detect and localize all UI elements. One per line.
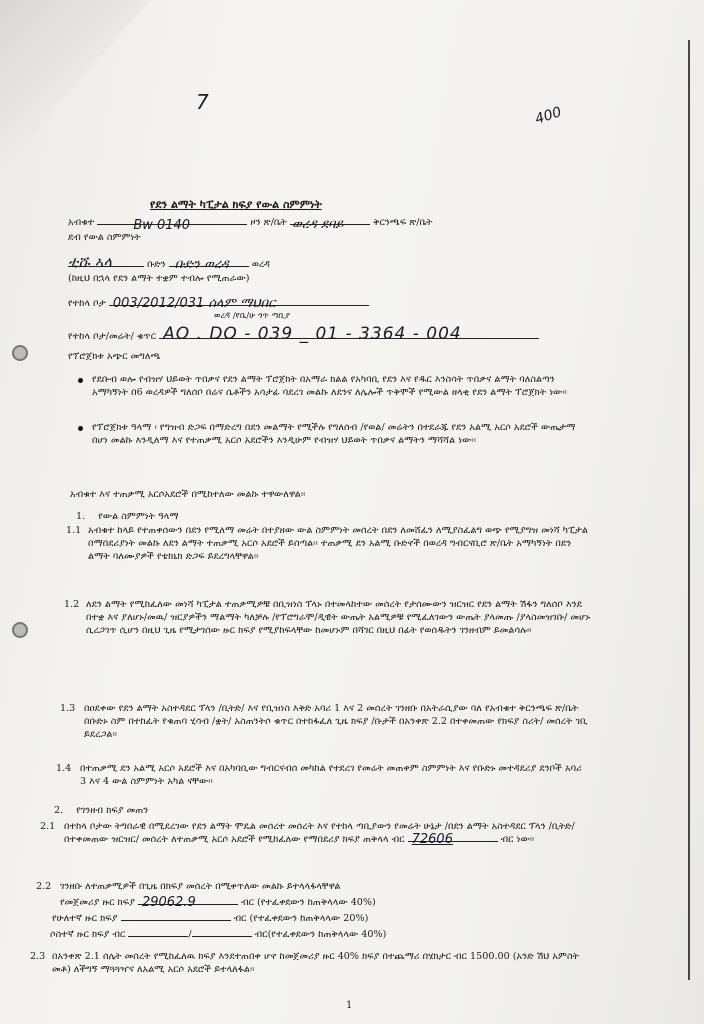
clause-text: በተከላ ቦታው ትግበራዊ በሚደረገው የደን ልማት ሞዴል መሰረተ መሰረት እና የተከላ ጣቢያውን የመሬት ሁኔታ /በደን ልማት አስተዳደር ፕላን /ቢትድ/ በተቀመጠው ዝርዝር/ መሰረት ለተጠቃሚ አርሶ አደሮች የሚከፈለው የማበደሪያ ክፍያ ጠቅላላ ብር	[64, 821, 575, 845]
clause-text: በዐደቀው የደን ልማት አስተዳደር ፕላን /ቢትድ/ እና የቢዝነስ እቅድ አባሪ 1 እና 2 መሰረት ገንዘቡ በአትራሲያው ባለ የአብቁተ ቅርንጫፍ ጽ/ቤት በቡድኑ ስም በተከፈት የቁጠባ ሂሳብ /ቋት/ አስጠንትሶ ቁጥር በተከፋፈለ ጊዜ ክፍያ /ቡታች በአንቀጽ 2.2 በተቀመጠው የክፍያ ስሪት/ መሰረት ገቢ ይደረጋል፡፡	[84, 703, 588, 740]
bullet-text: የፕሮጀክቱ ዓላማ ፡ የግዝብ ድጋፍ በማድረግ በደን መልማት የሚችሉ የግለሰብ /የወል/ መሬትን በተደራጁ የደን አልሚ አርሶ አደሮች ውጤታማ በሆነ መልኩ እንዲለማ እና የተጠቃሚ አርሶ አደሮችን እንዲሁም የብዝሃ ህይወት ጥበቃና ልማትን ማሻሻል ነው፡፡	[92, 422, 576, 446]
clause-number: 1.1	[66, 525, 82, 536]
clause-text: አብቁተ ከላይ የተጠቀሰውን በደን የሚለማ መሬት በተያዘው ውል ስምምነት መሰረት በደን ለመሸፈን ለሚያስፈልግ ወጭ የሚያግዝ መነሻ ካፒታል በማበደሪያነት መልኩ ለደን ልማት ተጠቃሚ አርሶ አደሮች ይሰጣል፡፡ ተጠቃሚ ደን አልሚ ቡድኖች በወረዳ ግብርናቢሮ ጽ/ቤት አማካኝነት በደን ልማት ባለሙያዎች የቴክኒክ ድጋፍ ይደረግላቸዋል፡፡	[88, 525, 588, 562]
page-number: 1	[346, 1000, 353, 1011]
label: አብቁተ	[68, 217, 95, 228]
label: ወረዳ	[251, 259, 270, 270]
clause-number: 1.3	[60, 703, 76, 714]
subheading: ደብ የውል ስምምነት	[68, 232, 141, 243]
clause-text: በአንቀጽ 2.1 ሰሌት መሰረት የሚከፈለዉ ክፍያ እንደተጠበቀ ሆኖ ከመጀመሪያ ዙር 40% ክፍያ በተጨማሪ በሄክታር ብር 1500.00 (አንድ ሽህ አምስት መቶ) ለችግኝ ማጓጓዣና ለአልሚ አርሶ አደሮች ይተላለፋል፡፡	[52, 951, 580, 975]
label: ቡድን	[147, 259, 166, 270]
woreda-value: ቡድን ወረዳ	[174, 257, 229, 272]
installment-note: ብር (የተፈቀደውን ከጠቅላላው 20%)	[233, 913, 369, 924]
clause-text: ብር ነው፡፡	[500, 834, 535, 845]
section-number: 2.	[54, 805, 64, 816]
installment-note: ብር (የተፈቀደውን ከጠቅላላው 40%)	[241, 897, 376, 908]
installment-note: ብር(የተፈቀደውን ከጠቅላላው 40%)	[254, 929, 387, 940]
clause-number: 2.2	[36, 881, 52, 892]
label: የተከላ ቦታ/መሬት/ ቁጥር	[68, 331, 157, 342]
page-fold	[0, 0, 150, 170]
bullet	[78, 378, 83, 383]
installment-label: ሶስተኛ ዙር ክፍያ ብር	[50, 929, 126, 940]
clause-text: ገንዘቡ ለተጠቃሚዎች በጊዜ በክፍያ መሰረት በሚቀጥለው መልኩ ይተላላፋላቸዋል	[60, 881, 341, 892]
page-edge	[688, 40, 690, 980]
top-mark: 7	[196, 90, 209, 114]
installment-label: የሁለተኛ ዙር ክፍያ	[52, 913, 118, 924]
clause-number: 2.3	[30, 951, 46, 962]
punch-hole	[12, 345, 28, 361]
group-name-value: ቲሹ ኣላ	[68, 253, 113, 271]
clause-number: 1.2	[64, 599, 80, 610]
total-amount-value: 72606	[411, 832, 453, 847]
zone-value: ወረዳ ደባይ	[292, 217, 344, 232]
project-summary-heading: የፕሮጀክቱ አጭር መግለጫ	[68, 351, 161, 362]
section-number: 1.	[76, 511, 86, 522]
bullet-text: የደቡብ ወሎ የብዝሃ ህይወት ጥበቃና የደን ልማት ፕሮጀክት በአማራ ክልል የአካባቢ የደን እና የዱር እንስሳት ጥበቃና ልማት ባለስልጣን አማካኝነት በ6 ወረዳዎች ግለሰቦ በሬና ሴቶችን አሳታፊ ባደረገ መልኩ ለደንና ለሌሎች ጥቅሞች የሚውል ዘላቂ የደን ልማት ፕሮጀክት ነው፡፡	[92, 374, 567, 398]
branch-value: Bw 0140	[133, 218, 191, 233]
site-value: 003/2012/031 ሰላም ማህበር	[112, 296, 276, 311]
bullet	[78, 426, 83, 431]
installment-label: የመጀመሪያ ዙር ክፍያ	[60, 897, 135, 908]
clause-text: በተጠቃሚ ደን አልሚ አርሶ አደሮች እና በአካባቢው ግብርናብሰ መካከል የተደረገ የመሬት መጠቀም ስምምነት እና የቡድኑ መተዳደሪያ ደንቦች አባሪ 3 እና 4 ውል ስምምነት አካል ናቸው፡፡	[80, 763, 582, 787]
clause-text: ለደን ልማት የሚከፈለው መነሻ ካፒታል ተጠቃሚዎቹ በቢዝነስ ፕላኑ በተመላከተው መሰረት የታሰሙውን ዝርዝር የደን ልማት ሽፋን ግለሰቦ እንደ በተቋ እና ያለሆኑ/መዉ/ ዝርያዎችን ማልማት ካለቻሉ /የፕሮግራሞ/ዲዊት ውጤት አልሚዎቹ የሚፈለገውን ውጤት ያላመጡ /ያላስመዝገቡ/ መሆኑ ሲረጋገጥ ሲሆን በዚህ ጊዜ የሚታገሰው ዙር ክፍያ የሚያከፍላቸው ከመሆኑም በሻገር በዚህ በፊት የወሰዱትን ገንዘብም ይመልሳሉ፡፡	[86, 599, 591, 636]
document-page: 7 400 የደን ልማት ካፒታል ክፍያ የውል ስምምነት አብቁተ Bw 0140 ዞን ጽ/ቤት ወረዳ ደባይ ቅርንጫፍ ጽ/ቤት ደብ የውል ስምምነት ቲሹ ኣላ ቡድን ቡድን ወረዳ ወረዳ (ከዚህ በኋላ የደን ልማት ተቋም ተብሎ የሚጠራው) የተከላ ቦታ 003/2012/031 ሰላም ማህበር ወረዳ /የቤ/ሁ ጎጥ ጣቢያ የተከላ ቦታ/መሬት/ ቁጥር AO . DO - 039 _ 01 - 3364 - 004 የፕሮጀክቱ አጭር መግለጫ የደቡብ ወሎ የብዝሃ ህይወት ጥበቃና የደን ልማት ፕሮጀክት በአማራ ክልል የአካባቢ የደን እና የዱር እንስሳት ጥበቃና ልማት ባለስልጣን አማካኝነት በ6 ወረዳዎች ግለሰቦ በሬና ሴቶችን አሳታፊ ባደረገ መልኩ ለደንና ለሌሎች ጥቅሞች የሚውል ዘላቂ የደን ልማት ፕሮጀክት ነው፡፡ የፕሮጀክቱ ዓላማ ፡ የግዝብ ድጋፍ በማድረግ በደን መልማት የሚችሉ የግለሰብ /የወል/ መሬትን በተደራጁ የደን አልሚ አርሶ አደሮች ውጤታማ በሆነ መልኩ እንዲለማ እና የተጠቃሚ አርሶ አደሮችን እንዲሁም የብዝሃ ህይወት ጥበቃና ልማትን ማሻሻል ነው፡፡ አብቁተ እና ተጠቃሚ አርሶአደሮች በሚከተለው መልኩ ተዋውለዋል፡፡ 1. የውል ስምምነት ዓላማ 1.1 አብቁተ ከላይ የተጠቀሰውን በደን የሚለማ መሬት በተያዘው ውል ስምምነት መሰረት በደን ለመሸፈን ለሚያስፈልግ ወጭ የሚያግዝ መነሻ ካፒታል በማበደሪያነት መልኩ ለደን ልማት ተጠቃሚ አርሶ አደሮች ይሰጣል፡፡ ተጠቃሚ ደን አልሚ ቡድኖች በወረዳ ግብርናቢሮ ጽ/ቤት አማካኝነት በደን ልማት ባለሙያዎች የቴክኒክ ድጋፍ ይደረግላቸዋል፡፡ 1.2 ለደን ልማት የሚከፈለው መነሻ ካፒታል ተጠቃሚዎቹ በቢዝነስ ፕላኑ በተመላከተው መሰረት የታሰሙውን ዝርዝር የደን ልማት ሽፋን ግለሰቦ እንደ በተቋ እና ያለሆኑ/መዉ/ ዝርያዎችን ማልማት ካለቻሉ /የፕሮግራሞ/ዲዊት ውጤት አልሚዎቹ የሚፈለገውን ውጤት ያላመጡ /ያላስመዝገቡ/ መሆኑ ሲረጋገጥ ሲሆን በዚህ ጊዜ የሚታገሰው ዙር ክፍያ የሚያከፍላቸው ከመሆኑም በሻገር በዚህ በፊት የወሰዱትን ገንዘብም ይመልሳሉ፡፡ 1.3 በዐደቀው የደን ልማት አስተዳደር ፕላን /ቢትድ/ እና የቢዝነስ እቅድ አባሪ 1 እና 2 መሰረት ገንዘቡ በአትራሲያው ባለ የአብቁተ ቅርንጫፍ ጽ/ቤት በቡድኑ ስም በተከፈት የቁጠባ ሂሳብ /ቋት/ አስጠንትሶ ቁጥር በተከፋፈለ ጊዜ ክፍያ /ቡታች በአንቀጽ 2.2 በተቀመጠው የክፍያ ስሪት/ መሰረት ገቢ ይደረጋል፡፡ 1.4 በተጠቃሚ ደን አልሚ አርሶ አደሮች እና በአካባቢው ግብርናብሰ መካከል የተደረገ የመሬት መጠቀም ስምምነት እና የቡድኑ መተዳደሪያ ደንቦች አባሪ 3 እና 4 ውል ስምምነት አካል ናቸው፡፡ 2. የገንዘብ ክፍያ መጠን 2.1 በተከላ ቦታው ትግበራዊ በሚደረገው የደን ልማት ሞዴል መሰረተ መሰረት እና የተከላ ጣቢያውን የመሬት ሁኔታ /በደን ልማት አስተዳደር ፕላን /ቢትድ/ በተቀመጠው ዝርዝር/ መሰረት ለተጠቃሚ አርሶ አደሮች የሚከፈለው የማበደሪያ ክፍያ ጠቅላላ ብር 72606 ብር ነው፡፡ 2.2 ገንዘቡ ለተጠቃሚዎች በጊዜ በክፍያ መሰረት በሚቀጥለው መልኩ ይተላላፋላቸዋል የመጀመሪያ ዙር ክፍያ 29062.9 ብር (የተፈቀደውን ከጠቅላላው 40%) የሁለተኛ ዙር ክፍያ ብር (የተፈቀደውን ከጠቅላላው 20%) ሶስተኛ ዙር ክፍያ ብር / ብር(የተፈቀደውን ከጠቅላላው 40%) 2.3 በአንቀጽ 2.1 ሰሌት መሰረት የሚከፈለዉ ክፍያ እንደተጠበቀ ሆኖ ከመጀመሪያ ዙር 40% ክፍያ በተጨማሪ በሄክታር ብር 1500.00 (አንድ ሽህ አምስት መቶ) ለችግኝ ማጓጓዣና ለአልሚ አርሶ አደሮች ይተላለፋል፡፡ 1	[0, 0, 704, 1024]
section-heading: የውል ስምምነት ዓላማ	[98, 511, 179, 522]
section-heading: የገንዘብ ክፍያ መጠን	[76, 805, 149, 816]
site-sub: ወረዳ /የቤ/ሁ ጎጥ ጣቢያ	[214, 311, 291, 321]
plot-number-value: AO . DO - 039 _ 01 - 3364 - 004	[163, 324, 462, 344]
top-right-mark: 400	[533, 104, 564, 128]
document-title: የደን ልማት ካፒታል ክፍያ የውል ስምምነት	[150, 198, 322, 211]
party-note: (ከዚህ በኋላ የደን ልማት ተቋም ተብሎ የሚጠራው)	[68, 273, 250, 284]
clause-number: 1.4	[56, 763, 72, 774]
first-installment-value: 29062.9	[141, 895, 196, 910]
label: የተከላ ቦታ	[68, 298, 106, 309]
label: ቅርንጫፍ ጽ/ቤት	[373, 217, 433, 228]
intro-text: አብቁተ እና ተጠቃሚ አርሶአደሮች በሚከተለው መልኩ ተዋውለዋል፡፡	[70, 489, 306, 500]
label: ዞን ጽ/ቤት	[250, 217, 288, 228]
clause-number: 2.1	[40, 821, 56, 832]
punch-hole	[12, 622, 28, 638]
